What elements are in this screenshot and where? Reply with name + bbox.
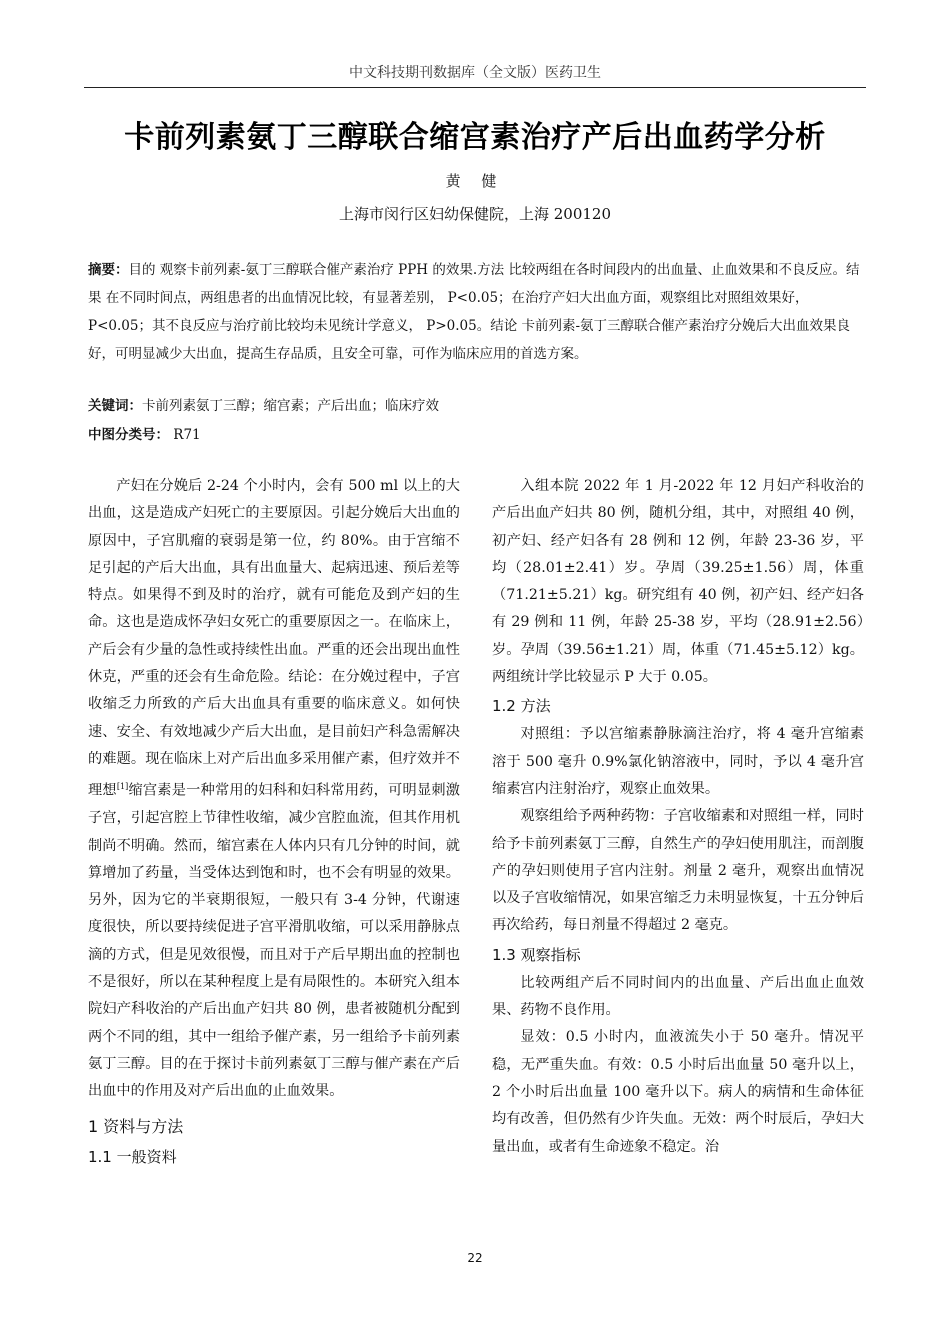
section-heading-1: 1 资料与方法 [88,1116,184,1136]
observation-group-paragraph: 观察组给予两种药物：子宫收缩素和对照组一样，同时给予卡前列素氨丁三醇，自然生产的孕妇使用肌注，而剖腹产的孕妇则使用子宫内注射。剂量 2 毫升，观察出血情况以及子宫收缩情况，如果宫缩乏力未明显恢复，十五分钟后再次给药，每日剂量不得超过 2 毫克。 [492,808,864,934]
right-column [492,473,864,1161]
intro-paragraph: 产妇在分娩后 2-24 个小时内，会有 500 ml 以上的大出血，这是造成产妇死亡的主要原因。引起分娩后大出血的原因中，子宫肌瘤的衰弱是第一位，约 80%。由于宫缩不足引起的产后大出血，具有出血量大、起病迅速、预后差等特点。如果得不到及时的治疗，就有可能危及到产妇的生命。这也是造成怀孕妇女死亡的重要原因之一。在临床上，产后会有少量的急性或持续性出血。严重的还会出现出血性休克，严重的还会有生命危险。结论：在分娩过程中，子宫收缩乏力所致的产后大出血具有重要的临床意义。如何快速、安全、有效地减少产后大出血，是目前妇产科急需解决的难题。现在临床上对产后出血多采用催产素，但疗效并不理想[1]缩宫素是一种常用的妇科和妇科常用药，可明显刺激子宫，引起宫腔上节律性收缩，减少宫腔血流，但其作用机制尚不明确。然而，缩宫素在人体内只有几分钟的时间，就算增加了药量，当受体达到饱和时，也不会有明显的效果。另外，因为它的半衰期很短，一般只有 3-4 分钟，代谢速度很快，所以要持续促进子宫平滑肌收缩，可以采用静脉点滴的方式，但是见效很慢，而且对于产后早期出血的控制也不是很好，所以在某种程度上是有局限性的。本研究入组本院妇产科收治的产后出血产妇共 80 例，患者被随机分配到两个不同的组，其中一组给予催产素，另一组给予卡前列素氨丁三醇。目的在于探讨卡前列素氨丁三醇与催产素在产后出血中的作用及对产后出血的止血效果。 [88,478,460,1100]
classification-label: 中图分类号： [88,427,169,443]
left-column [88,473,460,1172]
page-number: 22 [467,1251,483,1265]
journal-header: 中文科技期刊数据库（全文版）医药卫生 [349,65,601,81]
keywords-label: 关键词： [88,398,142,414]
abstract-label: 摘要： [88,262,129,278]
keywords-text: 卡前列素氨丁三醇；缩宫素；产后出血；临床疗效 [142,398,439,414]
classification [88,423,201,443]
section-heading-1-1: 1.1 一般资料 [88,1147,177,1166]
criteria-paragraph: 显效：0.5 小时内，血液流失小于 50 毫升。情况平稳，无严重失血。有效：0.5 小时后出血量 50 毫升以上，2 个小时后出血量 100 毫升以下。病人的病情和生命体征均有改善，但仍然有少许失血。无效：两个时辰后，孕妇大量出血，或者有生命迹象不稳定。治 [492,1029,864,1155]
article-title: 卡前列素氨丁三醇联合缩宫素治疗产后出血药学分析 [124,120,826,155]
section-heading-1-2: 1.2 方法 [492,697,551,716]
general-data-paragraph: 入组本院 2022 年 1 月-2022 年 12 月妇产科收治的产后出血产妇共 80 例，随机分组，其中，对照组 40 例，初产妇、经产妇各有 28 例和 12 例，年龄 23-36 岁，平均（28.01±2.41）岁。孕周（39.25±1.56）周，体重（71.21±5.21）kg。研究组有 40 例，初产妇、经产妇各有 29 例和 11 例，年龄 25-38 岁，平均（28.91±2.56）岁。孕周（39.56±1.21）周，体重（71.45±5.12）kg。两组统计学比较显示 P 大于 0.05。 [492,478,864,686]
control-group-paragraph: 对照组：予以宫缩素静脉滴注治疗，将 4 毫升宫缩素溶于 500 毫升 0.9%氯化钠溶液中，同时，予以 4 毫升宫缩素宫内注射治疗，观察止血效果。 [492,726,864,797]
section-heading-1-3: 1.3 观察指标 [492,945,581,964]
indicators-paragraph: 比较两组产后不同时间内的出血量、产后出血止血效果、药物不良作用。 [492,974,864,1019]
citation-ref: [1] [116,782,129,792]
abstract-text: 目的 观察卡前列素-氨丁三醇联合催产素治疗 PPH 的效果.方法 比较两组在各时间段内的出血量、止血效果和不良反应。结果 在不同时间点，两组患者的出血情况比较，有显著差别， P<0.05；在治疗产妇大出血方面，观察组比对照组效果好， P<0.05；其不良反应与治疗前比较均未见统计学意义， P>0.05。结论 卡前列素-氨丁三醇联合催产素治疗分娩后大出血效果良好，可明显减少大出血，提高生存品质，且安全可靠，可作为临床应用的首选方案。 [88,262,860,362]
header-rule [84,87,866,88]
classification-code: R71 [169,427,201,443]
abstract [88,256,863,368]
author-name: 黄 健 [445,172,505,190]
author-affiliation: 上海市闵行区妇幼保健院，上海 200120 [338,205,612,223]
keywords [88,394,439,414]
